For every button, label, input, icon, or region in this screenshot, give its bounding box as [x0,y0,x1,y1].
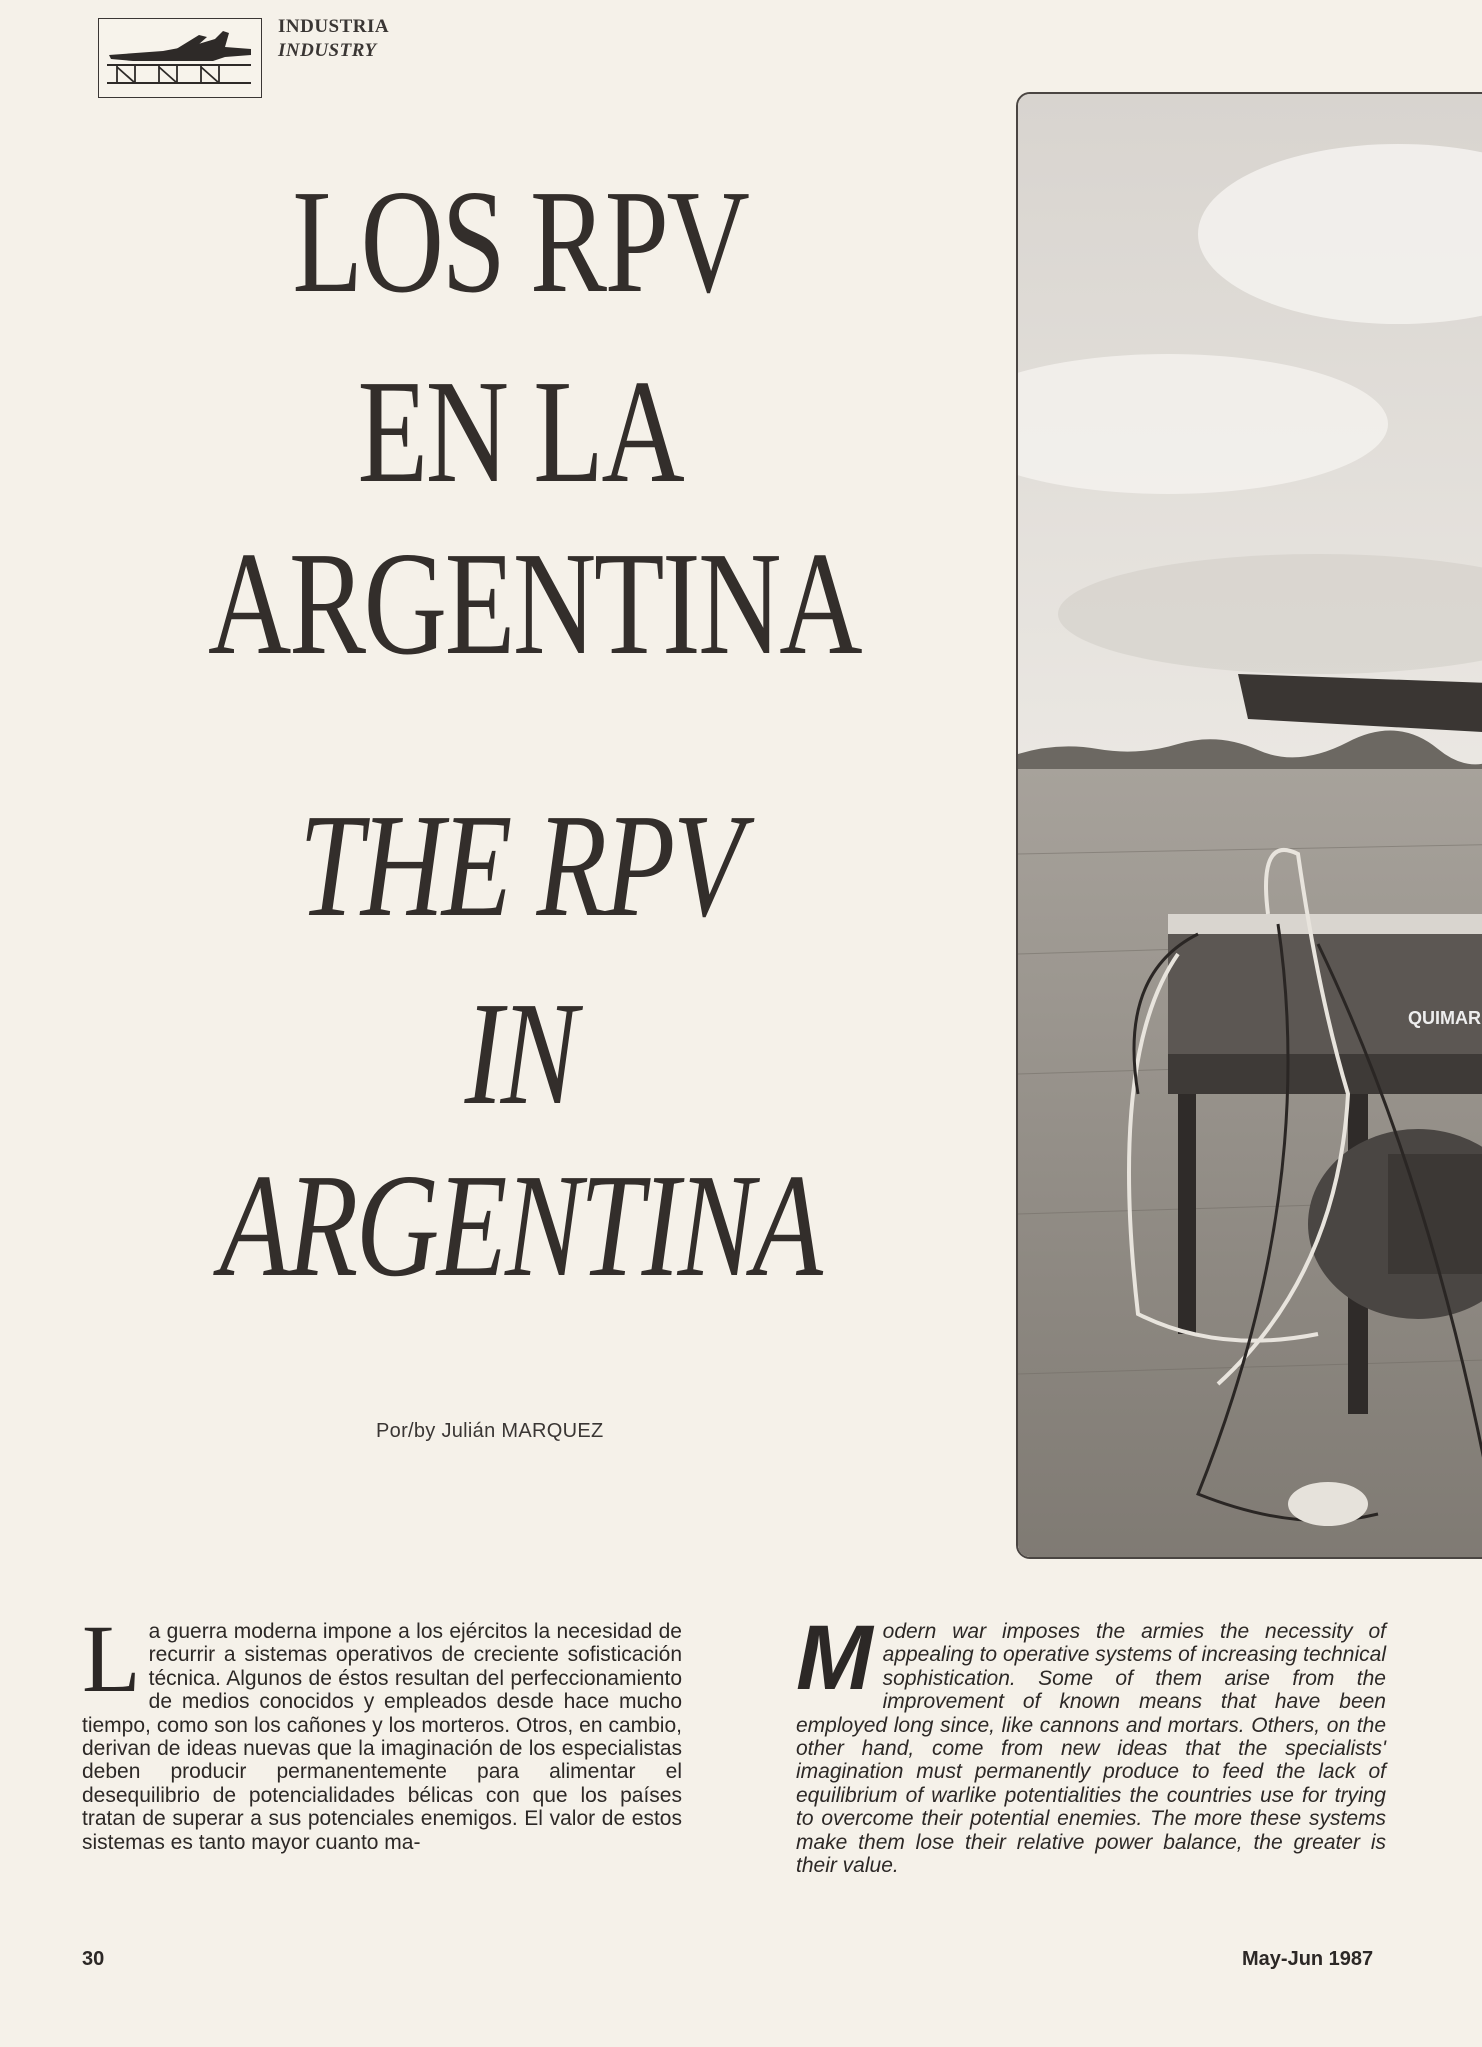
section-title-es: INDUSTRIA [278,16,390,37]
title-es-line-3: ARGENTINA [208,522,861,686]
body-column-es [82,1605,682,1854]
title-es-line-1: LOS RPV [292,160,748,324]
svg-text:QUIMAR: QUIMAR [1408,1008,1481,1028]
section-logo [98,18,262,98]
byline: Por/by Julián MARQUEZ [376,1420,604,1442]
title-es-line-2: EN LA [357,350,683,514]
issue-date: May-Jun 1987 [1242,1948,1374,1970]
body-column-en [796,1607,1386,1878]
body-text-es: a guerra moderna impone a los ejércitos la necesidad de recurrir a sistemas operativos de creciente sofisticación técnica. Algunos de éstos resultan del perfeccionamiento de medios conocidos y empleados desde hace mucho tiempo, como son los cañones y los morteros. Otros, en cambio, derivan de ideas nuevas que la imaginación de los especialistas deben producir permanentemente para alimentar el desequilibrio de potencialidades bélicas con que los países tratan de superar a sus potenciales enemigos. El valor de estos sistemas es tanto mayor cuanto ma- [82,1620,682,1854]
page-number: 30 [82,1948,105,1970]
jet-aircraft-icon [103,25,255,91]
rpv-launcher-photo [1016,92,1482,1559]
dropcap-es: L [82,1605,141,1712]
section-title-en: INDUSTRY [278,40,377,61]
body-text-en: odern war imposes the armies the necessity of appealing to operative systems of increasing technical sophistication. Some of them arise from the improvement of known means that have been employed long since, like cannons and mortars. Others, on the other hand, come from new ideas that the specialists' imagination must permanently produce to feed the lack of equilibrium of warlike potentialities the countries use for trying to overcome their potential enemies. The more these systems make them lose their relative power balance, the greater is their value. [796,1620,1386,1878]
title-en-line-1: THE RPV [298,784,742,948]
title-en-line-2: IN [464,972,576,1136]
dropcap-en: M [796,1607,873,1709]
title-en-line-3: ARGENTINA [219,1144,821,1308]
